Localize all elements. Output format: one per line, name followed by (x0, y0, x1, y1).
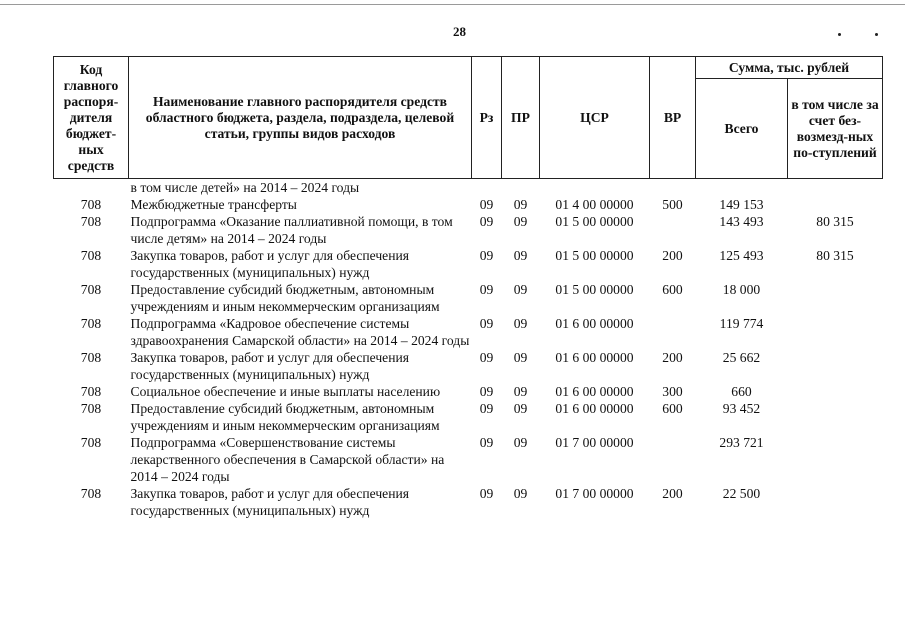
header-sum: Сумма, тыс. рублей (696, 57, 883, 79)
rz-cell: 09 (479, 214, 494, 229)
vr-cell: 500 (662, 197, 683, 212)
vr-cell (650, 434, 696, 485)
code-cell: 708 (80, 350, 102, 365)
code-cell: 708 (80, 214, 102, 229)
pr-cell: 09 (513, 214, 528, 229)
table-row (54, 213, 883, 247)
table-row (54, 247, 883, 281)
table-row (54, 400, 883, 434)
nonrepayable-cell (788, 434, 883, 485)
pr-cell: 09 (513, 248, 528, 263)
header-code: Код главного распоря-дителя бюджет-ных средств (54, 57, 129, 179)
rz-cell: 09 (479, 401, 494, 416)
vr-cell: 300 (662, 384, 683, 399)
nonrepayable-cell (788, 196, 883, 213)
table-row (54, 485, 883, 519)
name-cell: Межбюджетные трансферты (130, 197, 297, 212)
nonrepayable-cell: 80 315 (816, 214, 854, 229)
continuation-row (54, 179, 883, 197)
header-pr: ПР (502, 57, 540, 179)
table-row (54, 196, 883, 213)
csr-cell: 01 5 00 00000 (555, 214, 634, 229)
total-cell: 93 452 (722, 401, 761, 416)
csr-cell: 01 5 00 00000 (555, 282, 634, 297)
rz-cell: 09 (479, 248, 494, 263)
total-cell: 125 493 (719, 248, 764, 263)
header-vr: ВР (650, 57, 696, 179)
csr-cell: 01 6 00 00000 (555, 350, 634, 365)
table-row (54, 349, 883, 383)
name-cell: Подпрограмма «Кадровое обеспечение системы здравоохранения Самарской области» на 2014 – 2024 годы (130, 316, 470, 348)
code-cell: 708 (80, 197, 102, 212)
header-nonrepayable: в том числе за счет без-возмезд-ных по-ступлений (788, 79, 883, 179)
page-number: 28 (453, 24, 466, 39)
pr-cell: 09 (513, 435, 528, 450)
csr-cell: 01 7 00 00000 (555, 435, 634, 450)
nonrepayable-cell (788, 383, 883, 400)
scan-speck (838, 33, 841, 36)
pr-cell: 09 (513, 384, 528, 399)
budget-table (53, 56, 883, 519)
header-csr: ЦСР (540, 57, 650, 179)
pr-cell: 09 (513, 401, 528, 416)
vr-cell: 200 (662, 486, 683, 501)
csr-cell: 01 6 00 00000 (555, 316, 634, 331)
total-cell: 25 662 (722, 350, 761, 365)
code-cell: 708 (80, 316, 102, 331)
csr-cell: 01 6 00 00000 (555, 401, 634, 416)
name-cell: Подпрограмма «Совершенствование системы лекарственного обеспечения в Самарской области» на 2014 – 2024 годы (130, 435, 445, 484)
total-cell: 143 493 (719, 214, 764, 229)
rz-cell: 09 (479, 316, 494, 331)
vr-cell (650, 213, 696, 247)
vr-cell (650, 315, 696, 349)
code-cell: 708 (80, 401, 102, 416)
nonrepayable-cell (788, 400, 883, 434)
table-body (54, 179, 883, 520)
vr-cell: 600 (662, 401, 683, 416)
nonrepayable-cell (788, 485, 883, 519)
total-cell: 149 153 (719, 197, 764, 212)
name-cell: Закупка товаров, работ и услуг для обеспечения государственных (муниципальных) нужд (130, 248, 409, 280)
name-cell: Предоставление субсидий бюджетным, автономным учреждениям и иным некоммерческим организациям (130, 401, 440, 433)
table-row (54, 383, 883, 400)
header-total: Всего (696, 79, 788, 179)
scan-top-edge (0, 4, 905, 5)
nonrepayable-cell (788, 281, 883, 315)
header-rz: Рз (472, 57, 502, 179)
csr-cell: 01 6 00 00000 (555, 384, 634, 399)
pr-cell: 09 (513, 350, 528, 365)
rz-cell: 09 (479, 282, 494, 297)
vr-cell: 600 (662, 282, 683, 297)
table-row (54, 281, 883, 315)
rz-cell: 09 (479, 350, 494, 365)
total-cell: 293 721 (719, 435, 764, 450)
total-cell: 660 (731, 384, 752, 399)
csr-cell: 01 7 00 00000 (555, 486, 634, 501)
name-cell: Закупка товаров, работ и услуг для обеспечения государственных (муниципальных) нужд (130, 486, 409, 518)
name-cell: Закупка товаров, работ и услуг для обеспечения государственных (муниципальных) нужд (130, 350, 409, 382)
csr-cell: 01 5 00 00000 (555, 248, 634, 263)
nonrepayable-cell (788, 349, 883, 383)
table-row (54, 434, 883, 485)
name-cell: Социальное обеспечение и иные выплаты населению (130, 384, 441, 399)
code-cell: 708 (80, 282, 102, 297)
nonrepayable-cell (788, 315, 883, 349)
code-cell: 708 (80, 435, 102, 450)
pr-cell: 09 (513, 282, 528, 297)
code-cell: 708 (80, 486, 102, 501)
total-cell: 119 774 (719, 316, 764, 331)
rz-cell: 09 (479, 435, 494, 450)
pr-cell: 09 (513, 486, 528, 501)
rz-cell: 09 (479, 197, 494, 212)
pr-cell: 09 (513, 316, 528, 331)
csr-cell: 01 4 00 00000 (555, 197, 634, 212)
code-cell: 708 (80, 248, 102, 263)
rz-cell: 09 (479, 486, 494, 501)
total-cell: 22 500 (722, 486, 761, 501)
pr-cell: 09 (513, 197, 528, 212)
name-cell: Подпрограмма «Оказание паллиативной помощи, в том числе детям» на 2014 – 2024 годы (130, 214, 453, 246)
continuation-text: в том числе детей» на 2014 – 2024 годы (130, 180, 360, 195)
name-cell: Предоставление субсидий бюджетным, автономным учреждениям и иным некоммерческим организациям (130, 282, 440, 314)
header-name: Наименование главного распорядителя средств областного бюджета, раздела, подраздела, целевой статьи, группы видов расходов (129, 57, 472, 179)
table-row (54, 315, 883, 349)
total-cell: 18 000 (722, 282, 761, 297)
code-cell: 708 (80, 384, 102, 399)
nonrepayable-cell: 80 315 (816, 248, 854, 263)
scan-speck (875, 33, 878, 36)
vr-cell: 200 (662, 350, 683, 365)
vr-cell: 200 (662, 248, 683, 263)
rz-cell: 09 (479, 384, 494, 399)
